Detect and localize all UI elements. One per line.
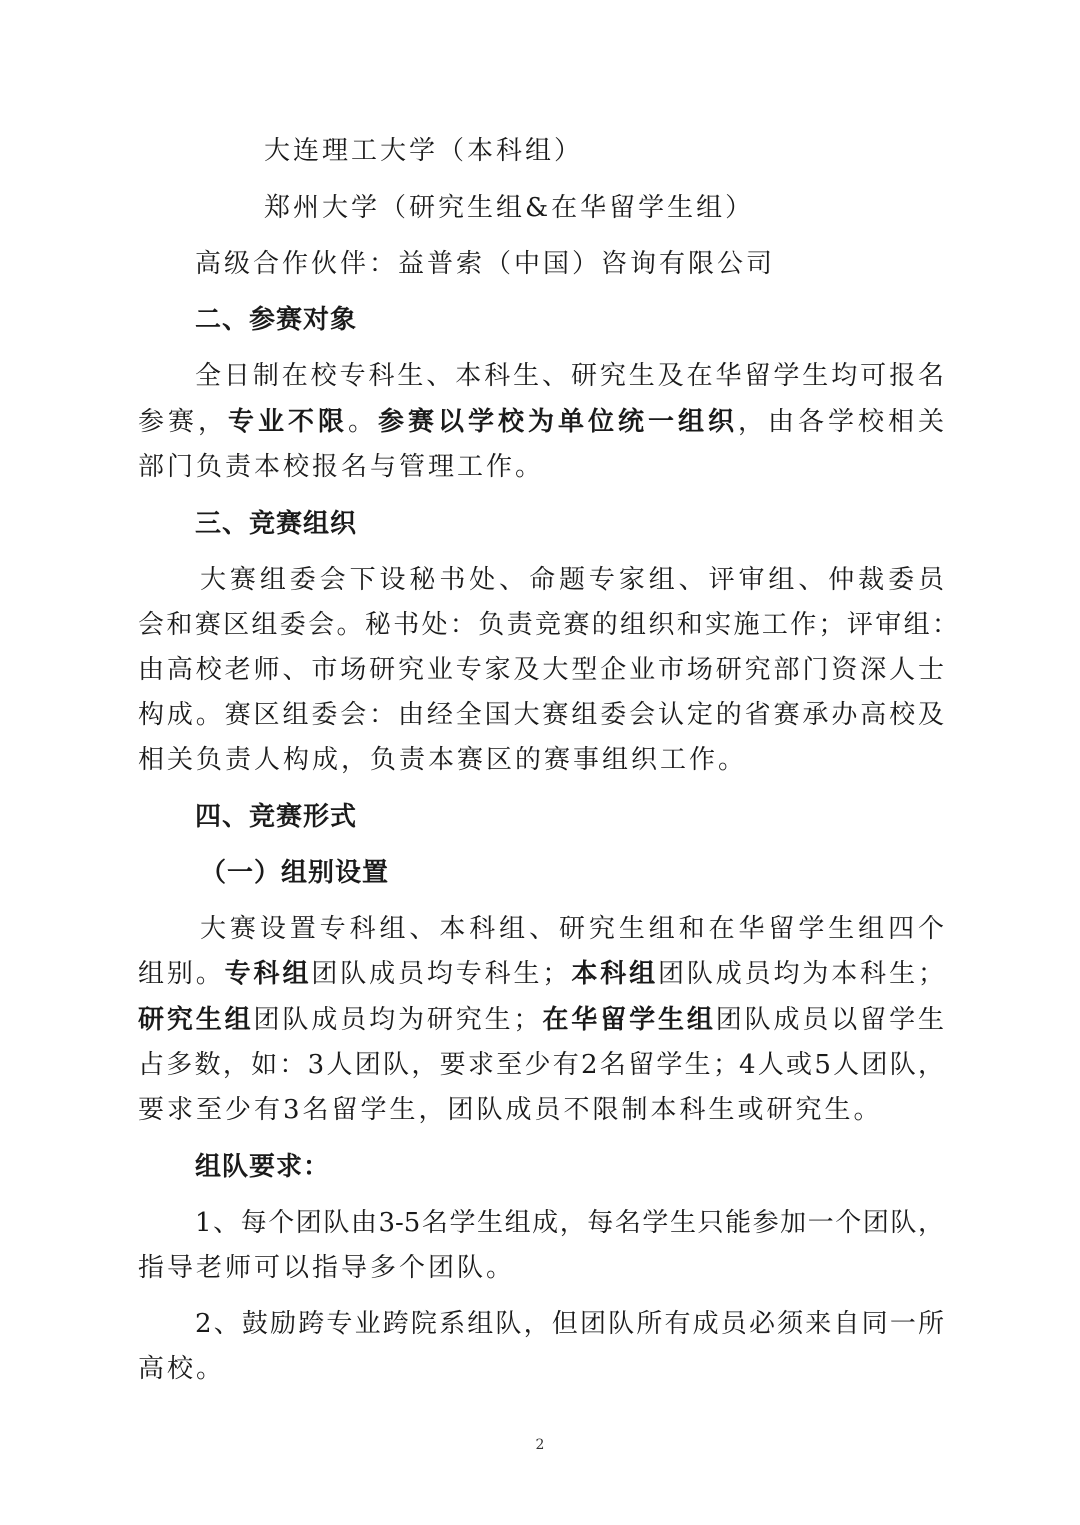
bold-run: 本科组 bbox=[568, 959, 658, 989]
requirement-1-line-2: 指导老师可以指导多个团队。 bbox=[138, 1253, 516, 1283]
bold-run: 研究生组 bbox=[138, 1005, 254, 1035]
section-2-line-2 bbox=[138, 405, 944, 439]
text-run: 团队成员以留学生 bbox=[715, 1005, 944, 1035]
bold-run: 参赛以学校为单位统一组织 bbox=[378, 407, 738, 437]
text-run: 团队成员均专科生； bbox=[311, 959, 569, 989]
section-3-line-5: 相关负责人构成，负责本赛区的赛事组织工作。 bbox=[138, 745, 748, 775]
text-run: 团队成员均为本科生； bbox=[657, 959, 944, 989]
section-2-line-1: 全日制在校专科生、本科生、研究生及在华留学生均可报名 bbox=[195, 361, 944, 391]
section-2-heading: 二、参赛对象 bbox=[195, 305, 358, 335]
text-run: 参赛， bbox=[138, 407, 228, 437]
bold-run: 专科组 bbox=[224, 959, 312, 989]
section-4-line-1: 大赛设置专科组、本科组、研究生组和在华留学生组四个 bbox=[200, 914, 944, 944]
organizer-line-1: 大连理工大学（本科组） bbox=[264, 136, 584, 166]
section-3-line-2: 会和赛区组委会。秘书处：负责竞赛的组织和实施工作；评审组： bbox=[138, 610, 958, 640]
section-2-line-3: 部门负责本校报名与管理工作。 bbox=[138, 452, 545, 482]
bold-run: 专业不限 bbox=[228, 407, 348, 437]
organizer-line-2: 郑州大学（研究生组&在华留学生组） bbox=[264, 193, 755, 223]
requirement-1-line-1: 1、每个团队由3-5名学生组成，每名学生只能参加一个团队， bbox=[195, 1208, 944, 1238]
page-number: 2 bbox=[535, 1437, 545, 1453]
text-run: 组别。 bbox=[138, 959, 225, 989]
section-4-line-3 bbox=[138, 1003, 944, 1037]
bold-run: 在华留学生组 bbox=[539, 1005, 716, 1035]
team-requirements-heading: 组队要求： bbox=[195, 1152, 331, 1182]
section-3-heading: 三、竞赛组织 bbox=[195, 509, 358, 539]
section-4-heading: 四、竞赛形式 bbox=[195, 802, 358, 832]
text-run: ，由各学校相关 bbox=[737, 407, 944, 437]
section-3-line-4: 构成。赛区组委会：由经全国大赛组委会认定的省赛承办高校及 bbox=[138, 700, 944, 730]
requirement-2-line-2: 高校。 bbox=[138, 1354, 226, 1384]
section-3-line-3: 由高校老师、市场研究业专家及大型企业市场研究部门资深人士 bbox=[138, 655, 944, 685]
section-3-line-1: 大赛组委会下设秘书处、命题专家组、评审组、仲裁委员 bbox=[200, 565, 944, 595]
section-4-line-4: 占多数，如：3人团队，要求至少有2名留学生；4人或5人团队， bbox=[138, 1050, 944, 1080]
section-4-line-5: 要求至少有3名留学生，团队成员不限制本科生或研究生。 bbox=[138, 1095, 883, 1125]
subsection-heading: （一）组别设置 bbox=[200, 858, 390, 888]
requirement-2-line-1: 2、鼓励跨专业跨院系组队，但团队所有成员必须来自同一所 bbox=[195, 1309, 944, 1339]
text-run: 团队成员均为研究生； bbox=[253, 1005, 540, 1035]
partner-line: 高级合作伙伴：益普索（中国）咨询有限公司 bbox=[195, 249, 776, 279]
text-run: 。 bbox=[348, 407, 378, 437]
section-4-line-2 bbox=[138, 957, 944, 991]
